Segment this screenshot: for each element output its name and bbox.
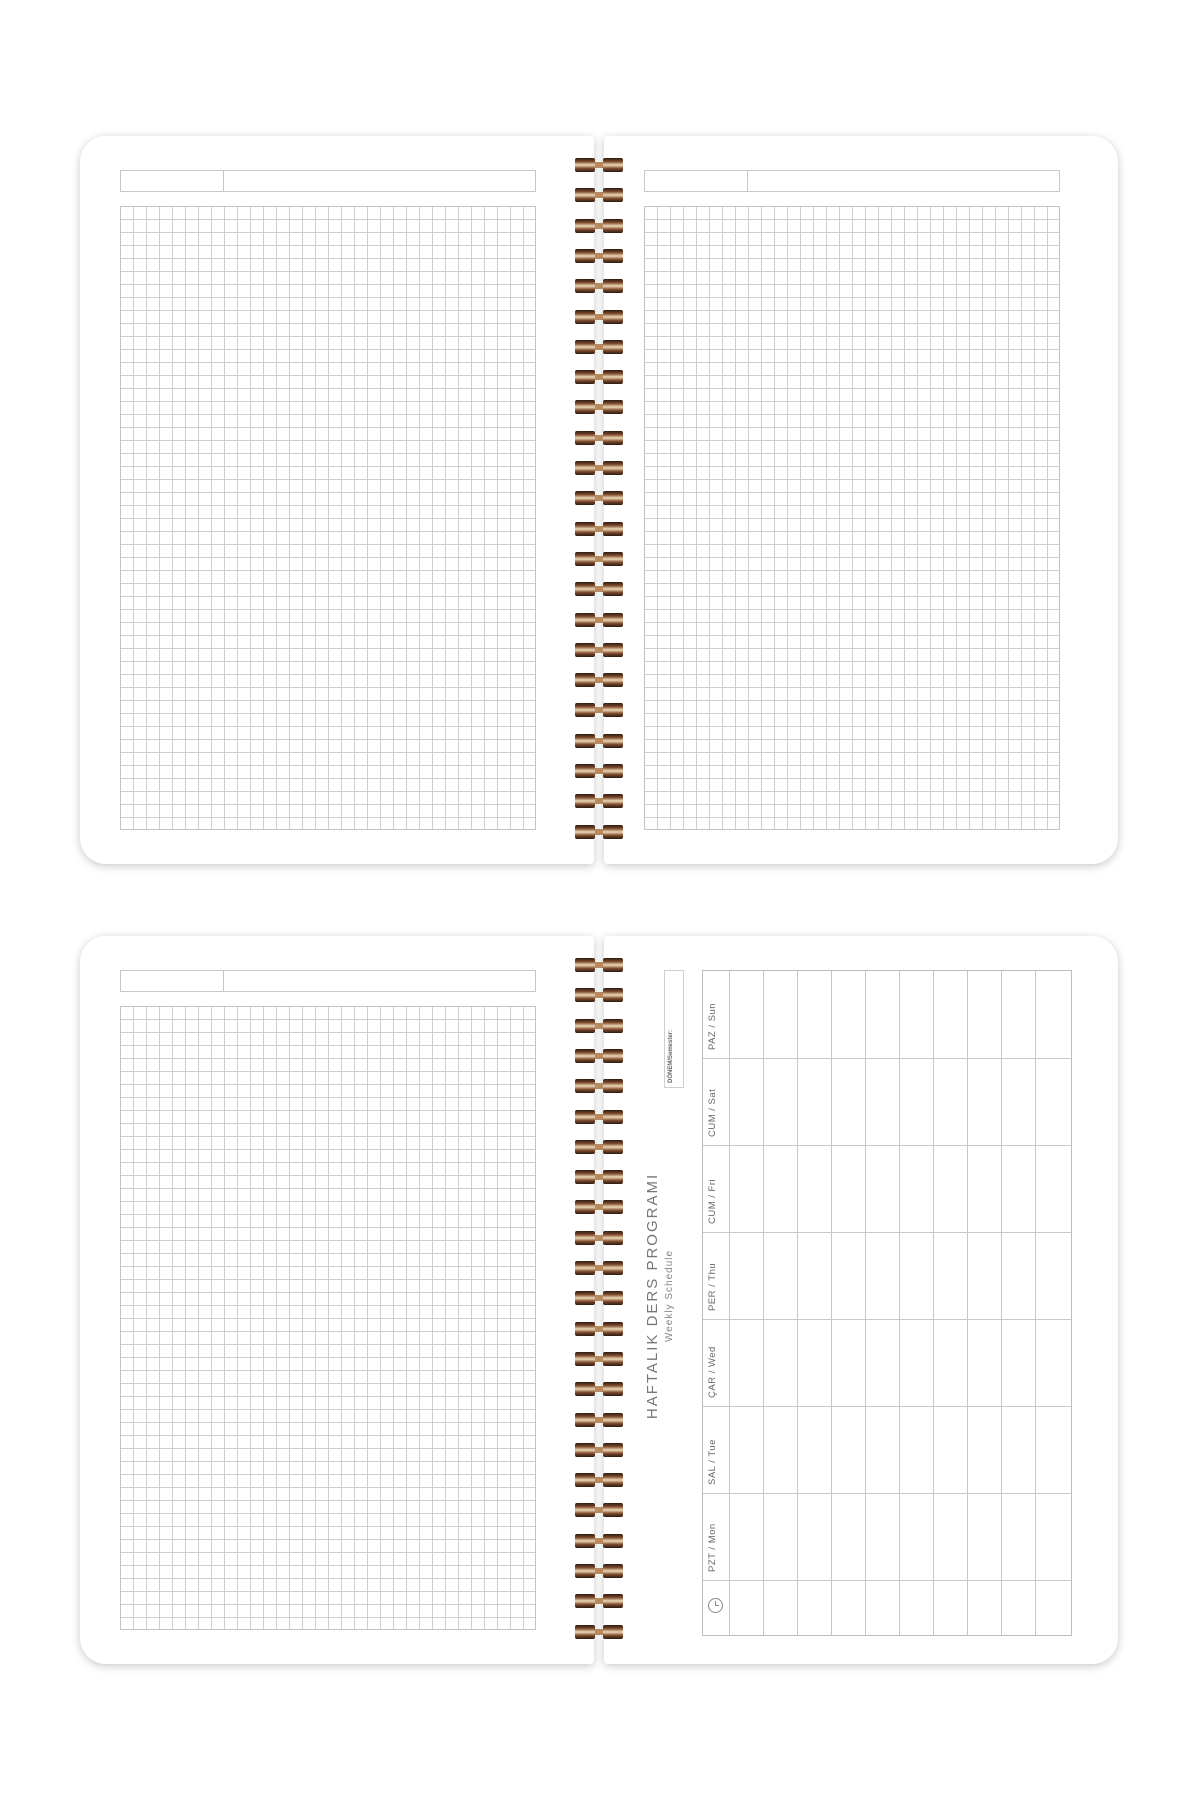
semester-box: [664, 970, 684, 1088]
header-box: [120, 970, 536, 992]
day-label-cell: [703, 1058, 729, 1145]
day-label-cell: [703, 1319, 729, 1406]
spiral-ring: [573, 370, 627, 384]
schedule-row-line: [703, 1406, 1071, 1407]
spiral-ring: [573, 188, 627, 202]
spiral-ring: [573, 734, 627, 748]
grid-area: [644, 206, 1060, 830]
spiral-ring: [573, 1322, 627, 1336]
schedule-column-line: [1001, 971, 1002, 1635]
left-grid-page: [80, 136, 594, 864]
semester-label: DÖNEM/Semester:: [668, 1029, 674, 1083]
day-label-cell: [703, 1406, 729, 1493]
spiral-ring: [573, 643, 627, 657]
schedule-row-line: [703, 1145, 1071, 1146]
schedule-row-line: [703, 1319, 1071, 1320]
spiral-binding: [573, 936, 627, 1664]
header-box: [644, 170, 1060, 192]
weekly-schedule-table: [702, 970, 1072, 1636]
schedule-subtitle: Weekly Schedule: [664, 1249, 675, 1343]
day-label-cell: [703, 1145, 729, 1232]
spiral-ring: [573, 1534, 627, 1548]
spiral-ring: [573, 1382, 627, 1396]
day-label: PER / Thu: [707, 1262, 718, 1311]
spiral-ring: [573, 1019, 627, 1033]
spiral-ring: [573, 1413, 627, 1427]
grid-area: [120, 206, 536, 830]
spiral-ring: [573, 825, 627, 839]
spiral-ring: [573, 794, 627, 808]
schedule-column-line: [967, 971, 968, 1635]
spiral-ring: [573, 491, 627, 505]
day-label: PZT / Mon: [707, 1523, 718, 1572]
schedule-row-line: [703, 1493, 1071, 1494]
spiral-ring: [573, 1594, 627, 1608]
spiral-ring: [573, 249, 627, 263]
schedule-column-line: [763, 971, 764, 1635]
day-label-cell: [703, 1493, 729, 1580]
spiral-ring: [573, 1261, 627, 1275]
spiral-ring: [573, 522, 627, 536]
schedule-row-line: [703, 1058, 1071, 1059]
right-grid-page: [604, 136, 1118, 864]
clock-icon: [708, 1598, 723, 1613]
spiral-ring: [573, 1503, 627, 1517]
day-label: CUM / Sat: [707, 1088, 718, 1137]
schedule-column-line: [899, 971, 900, 1635]
grid-area: [120, 1006, 536, 1630]
spiral-ring: [573, 1049, 627, 1063]
spiral-ring: [573, 1473, 627, 1487]
notebook-spread-top: [80, 136, 1118, 864]
spiral-ring: [573, 1564, 627, 1578]
day-label: ÇAR / Wed: [707, 1346, 718, 1398]
spiral-ring: [573, 1443, 627, 1457]
spiral-ring: [573, 1140, 627, 1154]
spiral-ring: [573, 461, 627, 475]
spiral-ring: [573, 582, 627, 596]
schedule-title: HAFTALIK DERS PROGRAMI: [644, 1172, 661, 1420]
day-label: SAL / Tue: [707, 1439, 718, 1485]
spiral-ring: [573, 552, 627, 566]
spiral-ring: [573, 431, 627, 445]
spiral-ring: [573, 310, 627, 324]
day-label-cell: [703, 1232, 729, 1319]
spiral-ring: [573, 958, 627, 972]
schedule-page: [604, 936, 1118, 1664]
spiral-ring: [573, 1625, 627, 1639]
spiral-ring: [573, 1079, 627, 1093]
schedule-row-line: [703, 1580, 1071, 1581]
schedule-row-line: [703, 1232, 1071, 1233]
spiral-ring: [573, 1291, 627, 1305]
spiral-ring: [573, 158, 627, 172]
spiral-ring: [573, 673, 627, 687]
schedule-column-line: [1035, 971, 1036, 1635]
schedule-column-line: [865, 971, 866, 1635]
spiral-ring: [573, 400, 627, 414]
day-label-cell: [703, 971, 729, 1058]
spiral-ring: [573, 1231, 627, 1245]
spiral-ring: [573, 1170, 627, 1184]
day-label: PAZ / Sun: [707, 1002, 718, 1050]
notebook-spread-bottom: [80, 936, 1118, 1664]
left-grid-page: [80, 936, 594, 1664]
spiral-ring: [573, 279, 627, 293]
spiral-ring: [573, 340, 627, 354]
spiral-ring: [573, 1352, 627, 1366]
schedule-column-line: [831, 971, 832, 1635]
header-box: [120, 170, 536, 192]
schedule-column-line: [933, 971, 934, 1635]
schedule-column-line: [729, 971, 730, 1635]
schedule-column-line: [797, 971, 798, 1635]
spiral-ring: [573, 1200, 627, 1214]
spiral-ring: [573, 1110, 627, 1124]
spiral-ring: [573, 764, 627, 778]
spiral-binding: [573, 136, 627, 864]
spiral-ring: [573, 703, 627, 717]
spiral-ring: [573, 988, 627, 1002]
schedule-title-block: [644, 1156, 684, 1436]
day-label: CUM / Fri: [707, 1178, 718, 1224]
spiral-ring: [573, 219, 627, 233]
spiral-ring: [573, 613, 627, 627]
